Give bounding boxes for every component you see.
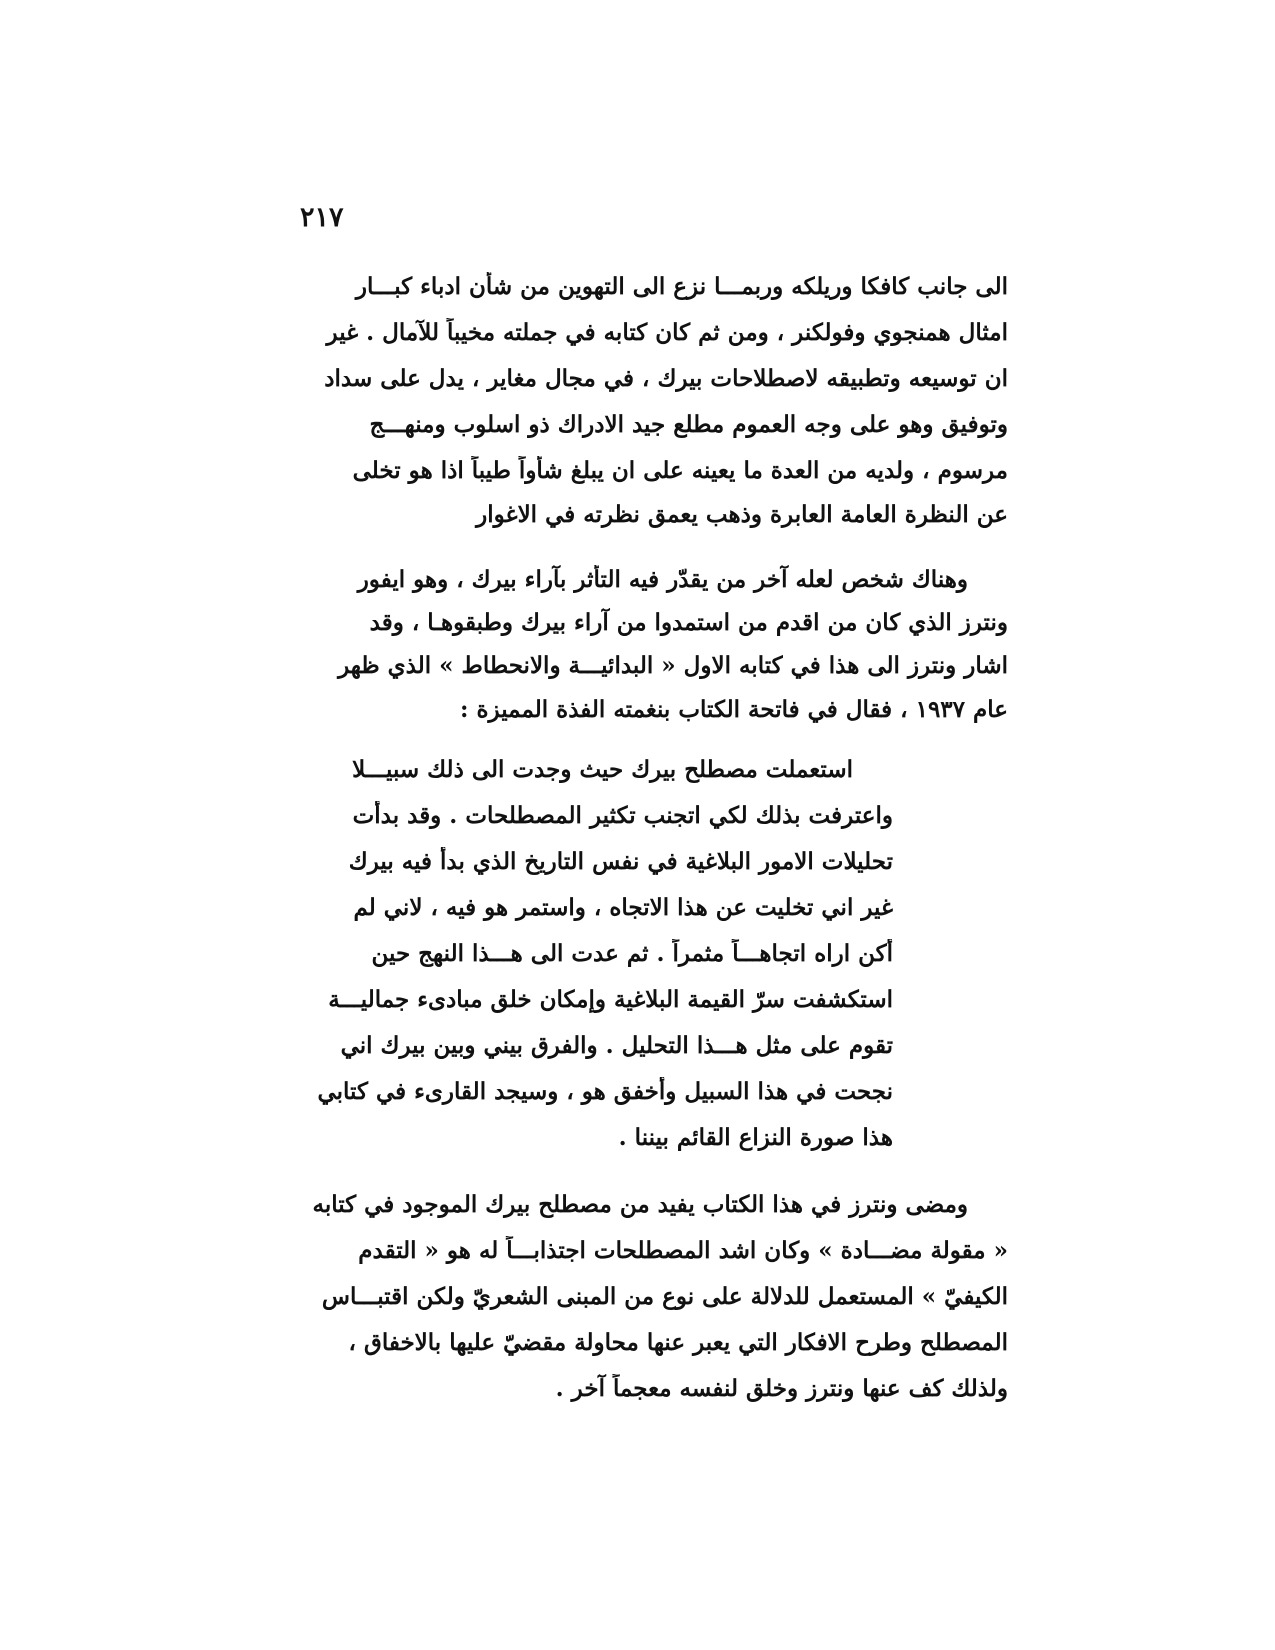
quote-line: نجحت في هذا السبيل وأخفق هو ، وسيجد القارىء في كتابي [317, 1078, 893, 1105]
paragraph-1 [253, 272, 1008, 572]
paragraph-line: ومضى ونترز في هذا الكتاب يفيد من مصطلح بيرك الموجود في كتابه [312, 1191, 968, 1218]
paragraph-line: اشار ونترز الى هذا في كتابه الاول « البدائيـــة والانحطاط » الذي ظهر [338, 652, 1008, 679]
quote-line: واعترفت بذلك لكي اتجنب تكثير المصطلحات . وقد بدأت [352, 802, 893, 829]
paragraph-line: مرسوم ، ولديه من العدة ما يعينه على ان يبلغ شأواً طيباً اذا هو تخلى [352, 457, 1008, 484]
page-number: ٢١٧ [300, 202, 344, 233]
paragraph-line: « مقولة مضـــادة » وكان اشد المصطلحات اجتذابـــاً له هو « التقدم [358, 1237, 1008, 1264]
quote-line: استعملت مصطلح بيرك حيث وجدت الى ذلك سبيـــلا [352, 756, 853, 783]
quote-line: تحليلات الامور البلاغية في نفس التاريخ الذي بدأ فيه بيرك [348, 848, 893, 875]
paragraph-line: عام ١٩٣٧ ، فقال في فاتحة الكتاب بنغمته الفذة المميزة : [459, 696, 1008, 723]
paragraph-line: ان توسيعه وتطبيقه لاصطلاحات بيرك ، في مجال مغاير ، يدل على سداد [324, 365, 1008, 392]
paragraph-line: المصطلح وطرح الافكار التي يعبر عنها محاولة مقضيّ عليها بالاخفاق ، [348, 1329, 1008, 1356]
quote-line: أكن اراه اتجاهـــاً مثمراً . ثم عدت الى هـــذا النهج حين [371, 940, 893, 967]
paragraph-3 [253, 1190, 1008, 1430]
paragraph-line: وتوفيق وهو على وجه العموم مطلع جيد الادراك ذو اسلوب ومنهـــج [369, 411, 1008, 438]
quote-line: تقوم على مثل هـــذا التحليل . والفرق بيني وبين بيرك اني [340, 1032, 893, 1059]
paragraph-line: الى جانب كافكا وريلكه وربمـــا نزع الى التهوين من شأن ادباء كبـــار [355, 273, 1008, 300]
paragraph-2 [253, 565, 1008, 745]
paragraph-line: عن النظرة العامة العابرة وذهب يعمق نظرته في الاغوار [476, 501, 1008, 528]
block-quote [253, 755, 893, 1175]
paragraph-line: ولذلك كف عنها ونترز وخلق لنفسه معجماً آخر . [555, 1375, 1008, 1402]
quote-line: استكشفت سرّ القيمة البلاغية وإمكان خلق مبادىء جماليـــة [328, 986, 893, 1013]
paragraph-line: امثال همنجوي وفولكنر ، ومن ثم كان كتابه في جملته مخيباً للآمال . غير [326, 319, 1008, 346]
paragraph-line: ونترز الذي كان من اقدم من استمدوا من آراء بيرك وطبقوهـا ، وقد [369, 609, 1008, 636]
quote-line: غير اني تخليت عن هذا الاتجاه ، واستمر هو فيه ، لاني لم [353, 894, 893, 921]
paragraph-line: وهناك شخص لعله آخر من يقدّر فيه التأثر بآراء بيرك ، وهو ايفور [357, 566, 968, 593]
quote-line: هذا صورة النزاع القائم بيننا . [618, 1124, 893, 1151]
paragraph-line: الكيفيّ » المستعمل للدلالة على نوع من المبنى الشعريّ ولكن اقتبـــاس [321, 1283, 1008, 1310]
